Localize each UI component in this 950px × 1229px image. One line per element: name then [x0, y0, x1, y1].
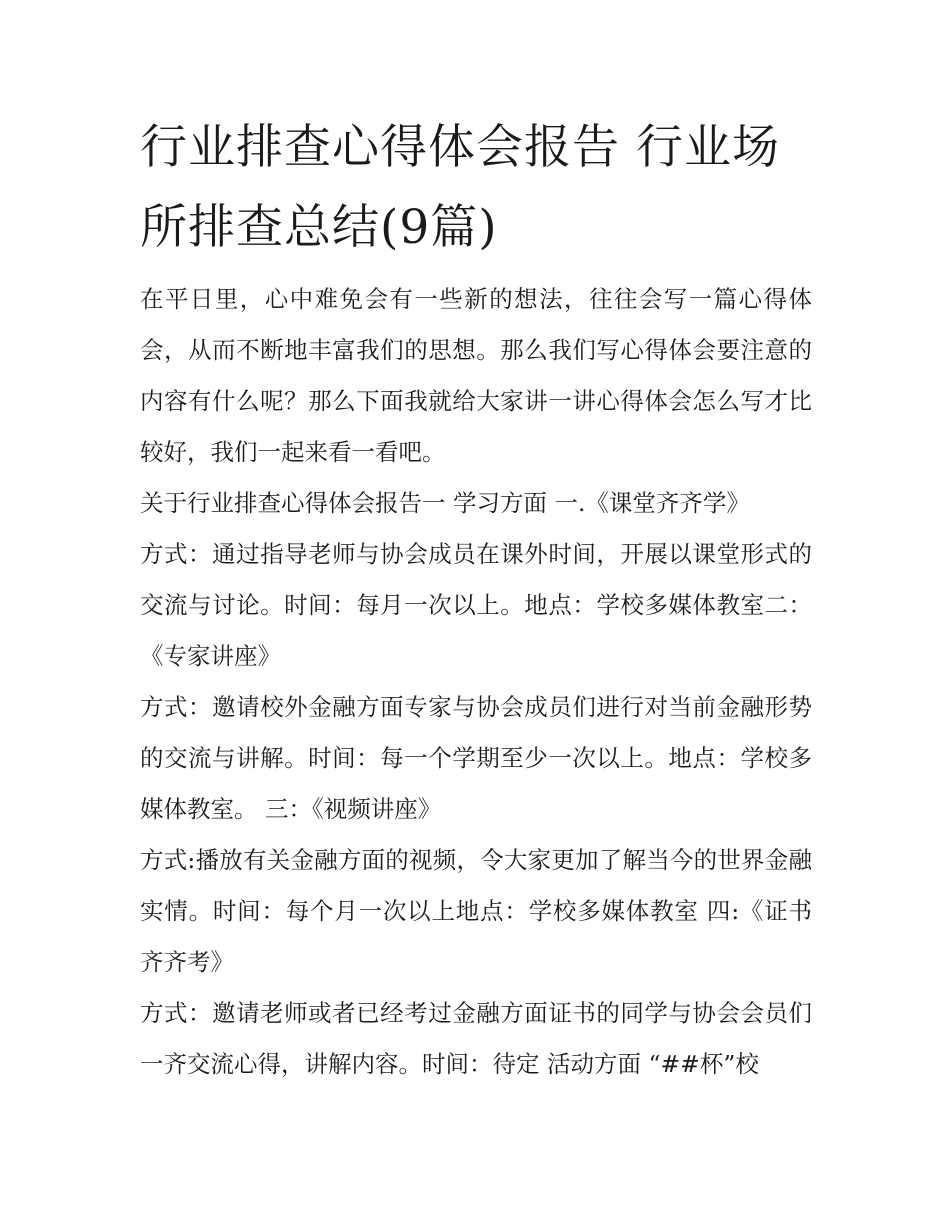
document-title: 行业排查心得体会报告 行业场所排查总结(9篇) [140, 120, 780, 255]
section-heading-paragraph: 关于行业排查心得体会报告一 学习方面 一.《课堂齐齐学》 [140, 489, 750, 517]
expert-lecture-paragraph: 方式：邀请校外金融方面专家与协会成员们进行对当前金融形势的交流与讲解。时间：每一个学期至少一次以上。地点：学校多媒体教室。 三：《视频讲座》 [140, 693, 812, 823]
classroom-study-paragraph: 方式：通过指导老师与协会成员在课外时间，开展以课堂形式的交流与讨论。时间：每月一次以上。地点：学校多媒体教室二：《专家讲座》 [140, 540, 812, 670]
certificate-exam-paragraph: 方式：邀请老师或者已经考过金融方面证书的同学与协会会员们一齐交流心得，讲解内容。时间：待定 活动方面 “##杯”校 [140, 999, 812, 1078]
intro-paragraph: 在平日里，心中难免会有一些新的想法，往往会写一篇心得体会，从而不断地丰富我们的思想。那么我们写心得体会要注意的内容有什么呢？那么下面我就给大家讲一讲心得体会怎么写才比较好，我们一起来看一看吧。 [140, 285, 812, 466]
video-lecture-paragraph: 方式:播放有关金融方面的视频，令大家更加了解当今的世界金融实情。时间：每个月一次以上地点：学校多媒体教室 四:《证书齐齐考》 [140, 846, 812, 976]
document-body [140, 274, 812, 1090]
